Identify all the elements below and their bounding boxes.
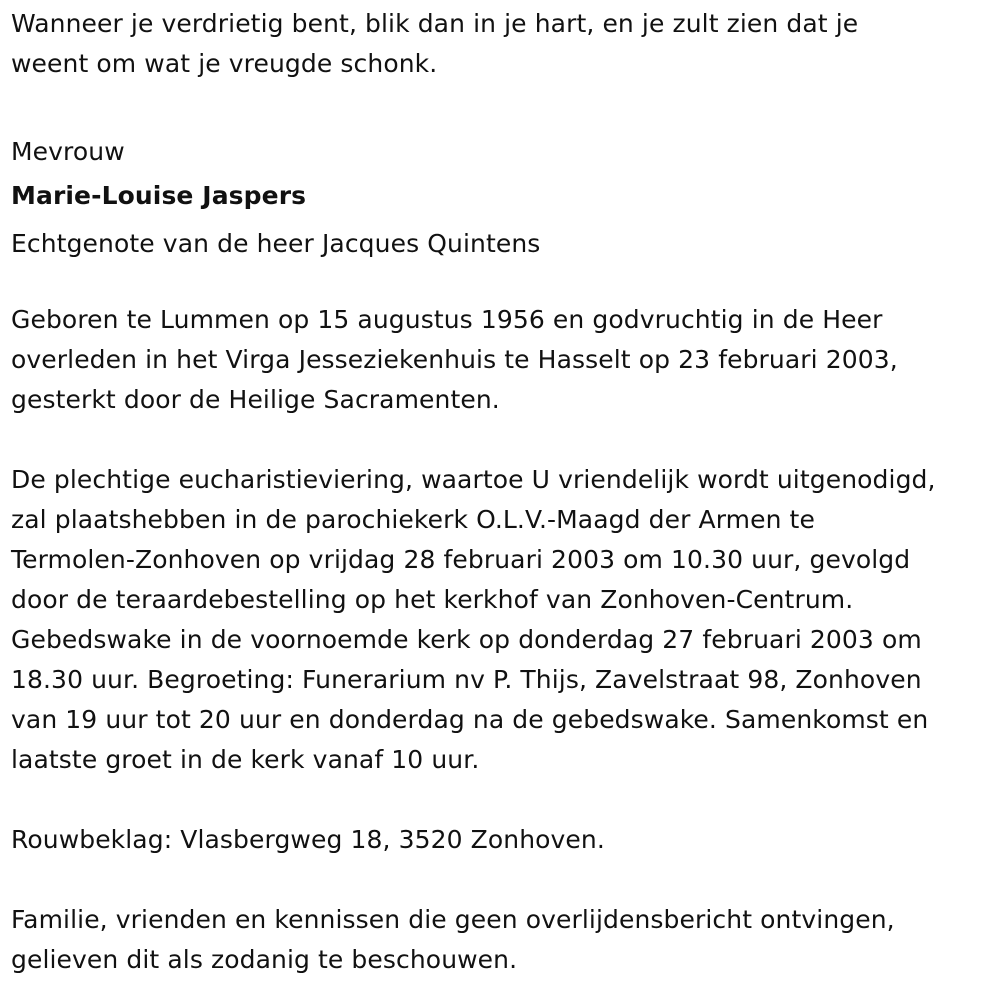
closing-line: Familie, vrienden en kennissen die geen overlijdensbericht ontvingen, bbox=[11, 905, 895, 934]
ceremony-line: Gebedswake in de voornoemde kerk op donderdag 27 februari 2003 om bbox=[11, 625, 922, 654]
condolences-paragraph bbox=[11, 820, 996, 860]
honorific: Mevrouw bbox=[11, 137, 125, 166]
ceremony-line: Termolen-Zonhoven op vrijdag 28 februari 2003 om 10.30 uur, gevolgd bbox=[11, 545, 911, 574]
spacer bbox=[11, 420, 996, 460]
deceased-block bbox=[11, 124, 996, 268]
ceremony-line: van 19 uur tot 20 uur en donderdag na de gebedswake. Samenkomst en bbox=[11, 705, 929, 734]
biography-line: overleden in het Virga Jesseziekenhuis te Hasselt op 23 februari 2003, bbox=[11, 345, 898, 374]
ceremony-line: door de teraardebestelling op het kerkhof van Zonhoven-Centrum. bbox=[11, 585, 854, 614]
deceased-name: Marie-Louise Jaspers bbox=[11, 181, 307, 210]
opening-quote bbox=[11, 4, 996, 84]
biography-paragraph bbox=[11, 300, 996, 420]
spouse-relation: Echtgenote van de heer Jacques Quintens bbox=[11, 229, 541, 258]
biography-line: Geboren te Lummen op 15 augustus 1956 en godvruchtig in de Heer bbox=[11, 305, 883, 334]
condolences-address: Rouwbeklag: Vlasbergweg 18, 3520 Zonhoven. bbox=[11, 825, 605, 854]
quote-line: Wanneer je verdrietig bent, blik dan in je hart, en je zult zien dat je bbox=[11, 9, 859, 38]
ceremony-line: zal plaatshebben in de parochiekerk O.L.V.-Maagd der Armen te bbox=[11, 505, 815, 534]
quote-line: weent om wat je vreugde schonk. bbox=[11, 49, 438, 78]
closing-paragraph bbox=[11, 900, 996, 980]
spacer bbox=[11, 268, 996, 300]
spacer bbox=[11, 780, 996, 820]
spacer bbox=[11, 860, 996, 900]
ceremony-line: De plechtige eucharistieviering, waartoe U vriendelijk wordt uitgenodigd, bbox=[11, 465, 936, 494]
ceremony-line: 18.30 uur. Begroeting: Funerarium nv P. Thijs, Zavelstraat 98, Zonhoven bbox=[11, 665, 922, 694]
closing-line: gelieven dit als zodanig te beschouwen. bbox=[11, 945, 518, 974]
ceremony-line: laatste groet in de kerk vanaf 10 uur. bbox=[11, 745, 480, 774]
biography-line: gesterkt door de Heilige Sacramenten. bbox=[11, 385, 500, 414]
ceremony-paragraph bbox=[11, 460, 996, 780]
obituary-notice bbox=[11, 4, 996, 980]
spacer bbox=[11, 84, 996, 124]
